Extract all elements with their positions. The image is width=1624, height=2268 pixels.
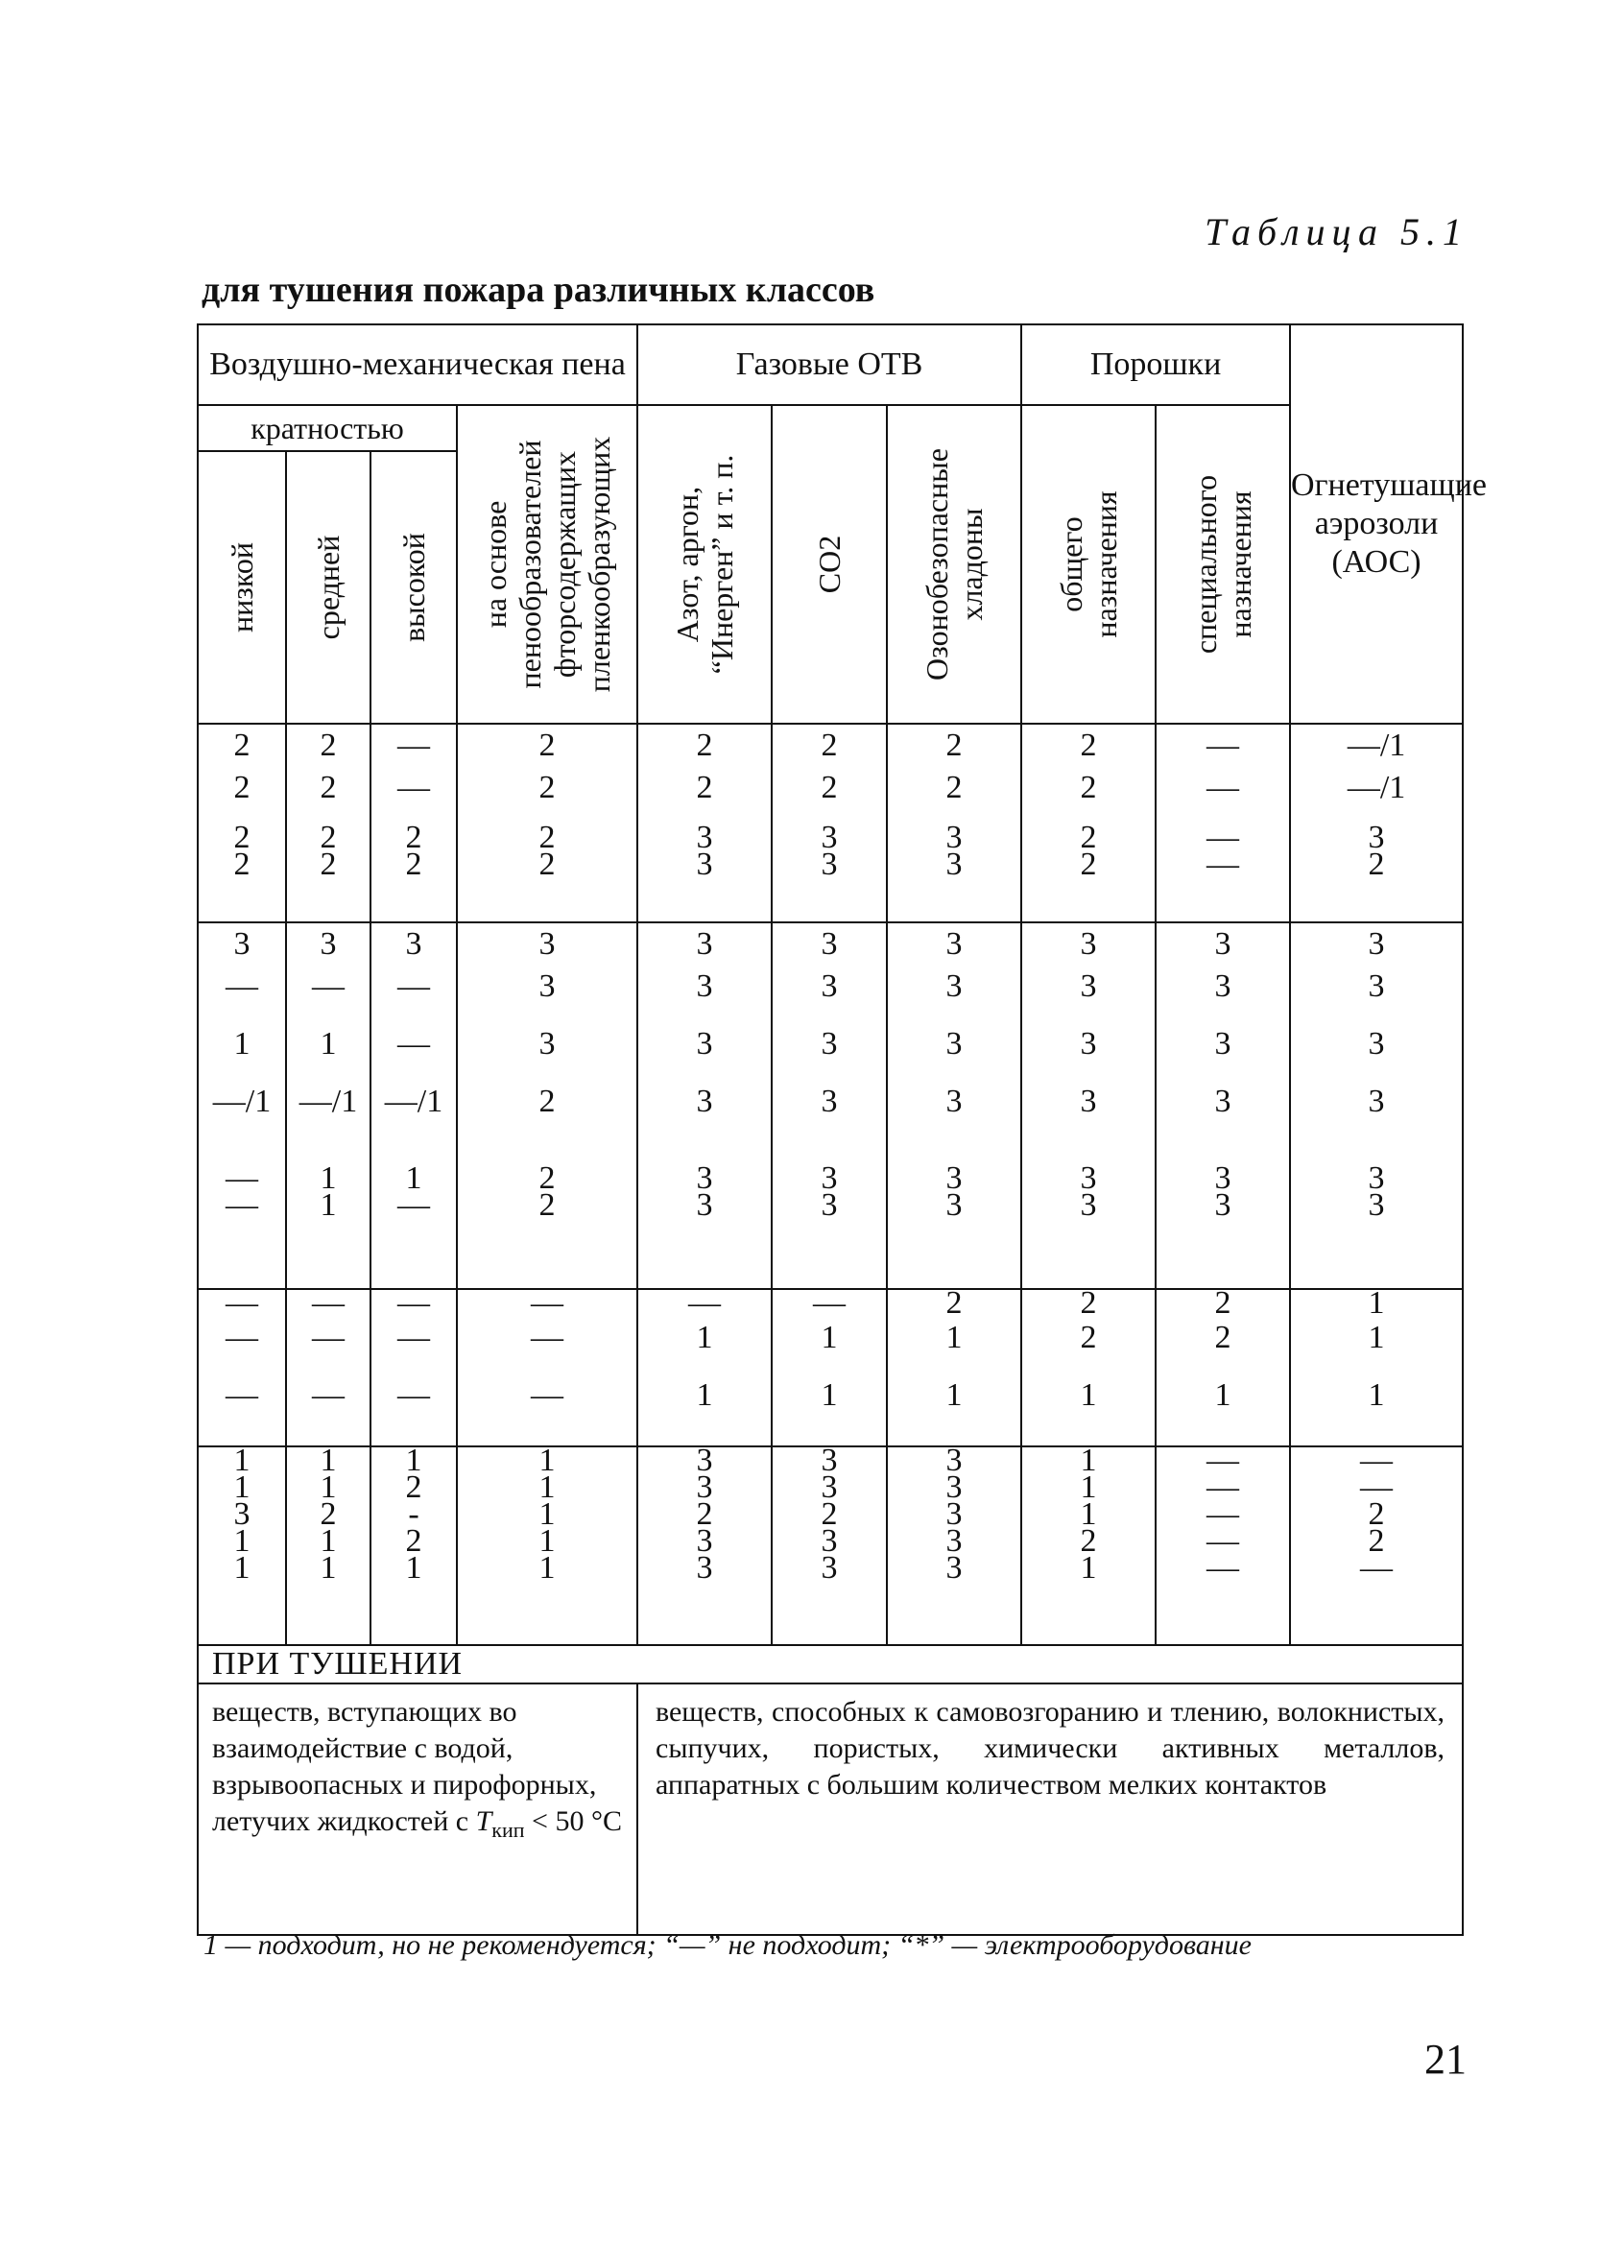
cell-value: 1 — [696, 1320, 713, 1355]
cell-value: 3 — [945, 847, 963, 882]
table-cell — [286, 724, 370, 922]
cell-value: — — [312, 968, 345, 1004]
cell-value: 3 — [1368, 1160, 1385, 1196]
cell-value: 3 — [1080, 1187, 1097, 1223]
table-cell — [772, 922, 887, 1289]
table-cell — [1156, 724, 1290, 922]
cell-value: 2 — [945, 728, 963, 763]
cell-value: 1 — [1080, 1550, 1097, 1586]
cell-value: 2 — [1080, 728, 1097, 763]
cell-value: — — [397, 1285, 430, 1321]
table-row-group — [198, 1446, 1463, 1645]
cell-value: 3 — [945, 1443, 963, 1478]
cell-value: 1 — [320, 1187, 337, 1223]
cell-value: 2 — [945, 770, 963, 805]
cell-value: 3 — [1214, 1026, 1231, 1062]
cell-value: — — [397, 968, 430, 1004]
cell-value: —/1 — [212, 1084, 272, 1119]
table-cell — [1156, 1443, 1290, 1645]
header-general-text: общего назначения — [1054, 490, 1124, 638]
cell-value: 1 — [538, 1496, 556, 1532]
cell-value: 3 — [821, 847, 838, 882]
cell-value: 2 — [405, 847, 422, 882]
cell-value: 1 — [1368, 1377, 1385, 1413]
header-special — [1156, 405, 1290, 724]
cell-value: 3 — [945, 1026, 963, 1062]
cell-value: 3 — [696, 1550, 713, 1586]
cell-value: 3 — [1214, 926, 1231, 962]
table-title: для тушения пожара различных классов — [202, 270, 875, 310]
header-nitrogen-text: Азот, аргон, “Инерген” и т. п. — [670, 454, 739, 675]
cell-value: 2 — [1080, 1285, 1097, 1321]
cell-value: — — [226, 1320, 258, 1355]
table-cell — [637, 724, 772, 922]
cell-value: 3 — [1368, 820, 1385, 855]
cell-value: 3 — [821, 820, 838, 855]
header-film — [457, 405, 637, 724]
cell-value: 3 — [945, 820, 963, 855]
cell-value: — — [1206, 770, 1240, 805]
table-cell — [1156, 922, 1290, 1289]
cell-value: — — [1360, 1469, 1394, 1505]
cell-value: — — [397, 728, 430, 763]
cell-value: 3 — [696, 1443, 713, 1478]
cell-value: 2 — [696, 728, 713, 763]
cell-value: 3 — [821, 1469, 838, 1505]
cell-value: 3 — [821, 1550, 838, 1586]
cell-value: 3 — [821, 968, 838, 1004]
cell-value: 2 — [538, 847, 556, 882]
table-cell — [1290, 1443, 1463, 1645]
cell-value: — — [1206, 1550, 1240, 1586]
cell-value: 3 — [233, 1496, 251, 1532]
cell-value: 3 — [945, 926, 963, 962]
header-medium — [286, 451, 370, 724]
cell-value: 3 — [1214, 968, 1231, 1004]
table-cell — [1021, 922, 1156, 1289]
cell-value: 1 — [945, 1320, 963, 1355]
cell-value: 2 — [1368, 1523, 1385, 1559]
cell-value: 3 — [1368, 1084, 1385, 1119]
cell-value: — — [226, 1285, 258, 1321]
cell-value: —/1 — [299, 1084, 358, 1119]
cell-value: 3 — [1080, 1084, 1097, 1119]
cell-value: — — [1206, 1469, 1240, 1505]
cell-value: 3 — [1214, 1187, 1231, 1223]
cell-value: 2 — [821, 1496, 838, 1532]
cell-value: 3 — [945, 1496, 963, 1532]
cell-value: 1 — [233, 1523, 251, 1559]
page-number: 21 — [1424, 2036, 1467, 2083]
cell-value: 3 — [405, 926, 422, 962]
cell-value: 3 — [821, 1523, 838, 1559]
table-cell — [1290, 724, 1463, 922]
cell-value: 3 — [696, 1469, 713, 1505]
table-cell — [637, 1285, 772, 1446]
cell-value: 3 — [945, 1550, 963, 1586]
cell-value: 3 — [1368, 1187, 1385, 1223]
cell-value: 2 — [1368, 1496, 1385, 1532]
cell-value: — — [226, 968, 258, 1004]
cell-value: 3 — [696, 820, 713, 855]
cell-value: 3 — [696, 968, 713, 1004]
table-row-group — [198, 1289, 1463, 1446]
cell-value: 3 — [696, 1026, 713, 1062]
table-cell — [887, 724, 1021, 922]
cell-value: 1 — [320, 1443, 337, 1478]
cell-value: 2 — [320, 728, 337, 763]
table-body — [198, 724, 1463, 1645]
cell-value: — — [1206, 1443, 1240, 1478]
bottom-note-left-text: веществ, вступающих во взаимодействие с водой, взрывоопасных и пирофорных, летучих жидкостей с — [212, 1696, 597, 1837]
cell-value: 1 — [1080, 1496, 1097, 1532]
table-cell — [887, 922, 1021, 1289]
cell-value: 1 — [821, 1377, 838, 1413]
cell-value: 2 — [1080, 770, 1097, 805]
cell-value: 1 — [320, 1523, 337, 1559]
header-foam: Воздушно-механическая пена — [198, 324, 637, 405]
table-cell — [457, 922, 637, 1289]
cell-value: 2 — [538, 1084, 556, 1119]
header-ozone — [887, 405, 1021, 724]
header-powders: Порошки — [1021, 324, 1290, 405]
cell-value: — — [1206, 728, 1240, 763]
header-high-text: высокой — [396, 533, 431, 642]
cell-value: — — [226, 1160, 258, 1196]
cell-value: 2 — [405, 1523, 422, 1559]
table-cell — [457, 1285, 637, 1446]
cell-value: — — [1206, 847, 1240, 882]
cell-value: 1 — [320, 1026, 337, 1062]
header-nitrogen — [637, 405, 772, 724]
table-caption: Таблица 5.1 — [1205, 210, 1469, 253]
cell-value: 3 — [696, 1523, 713, 1559]
cell-value: 2 — [233, 770, 251, 805]
table-cell — [772, 1285, 887, 1446]
cell-value: 3 — [696, 926, 713, 962]
cell-value: 1 — [1080, 1377, 1097, 1413]
cell-value: — — [397, 1026, 430, 1062]
cell-value: 3 — [696, 1160, 713, 1196]
cell-value: — — [688, 1285, 721, 1321]
cell-value: 1 — [405, 1443, 422, 1478]
cell-value: 2 — [233, 847, 251, 882]
cell-value: 3 — [538, 926, 556, 962]
cell-value: — — [1360, 1550, 1394, 1586]
cell-value: 1 — [1214, 1377, 1231, 1413]
cell-value: 3 — [320, 926, 337, 962]
table-row-group — [198, 724, 1463, 922]
table-cell — [1290, 1285, 1463, 1446]
cell-value: 2 — [821, 770, 838, 805]
cell-value: 2 — [1214, 1285, 1231, 1321]
cell-value: — — [531, 1320, 563, 1355]
table-cell — [637, 1443, 772, 1645]
cell-value: 3 — [538, 1026, 556, 1062]
cell-value: — — [1206, 1523, 1240, 1559]
cell-value: 3 — [821, 1443, 838, 1478]
cell-value: 3 — [1368, 926, 1385, 962]
cell-value: 3 — [538, 968, 556, 1004]
table-cell — [457, 1443, 637, 1645]
cell-value: — — [813, 1285, 846, 1321]
table-cell — [198, 1443, 286, 1645]
cell-value: 3 — [696, 1084, 713, 1119]
table-cell — [1156, 1285, 1290, 1446]
cell-value: 3 — [945, 1523, 963, 1559]
cell-value: 1 — [1368, 1320, 1385, 1355]
cell-value: —/1 — [1347, 728, 1406, 763]
bottom-note-left — [198, 1683, 637, 1935]
cell-value: 1 — [821, 1320, 838, 1355]
cell-value: - — [408, 1496, 419, 1532]
cell-value: 3 — [945, 1469, 963, 1505]
cell-value: — — [397, 1320, 430, 1355]
header-gas: Газовые ОТВ — [637, 324, 1021, 405]
table-cell — [286, 1443, 370, 1645]
cell-value: 1 — [233, 1026, 251, 1062]
cell-value: 2 — [821, 728, 838, 763]
cell-value: 1 — [320, 1160, 337, 1196]
table-cell — [1021, 1443, 1156, 1645]
table-cell — [198, 1285, 286, 1446]
cell-value: — — [226, 1377, 258, 1413]
cell-value: 3 — [1080, 1160, 1097, 1196]
header-aoc: Огнетушащие аэрозоли (АОС) — [1290, 324, 1463, 724]
cell-value: 3 — [1368, 968, 1385, 1004]
table-cell — [772, 1443, 887, 1645]
cell-value: — — [1360, 1443, 1394, 1478]
table-cell — [772, 724, 887, 922]
header-general — [1021, 405, 1156, 724]
cell-value: 2 — [320, 820, 337, 855]
cell-value: — — [397, 770, 430, 805]
table-cell — [1021, 724, 1156, 922]
table-cell — [198, 724, 286, 922]
cell-value: 3 — [821, 1084, 838, 1119]
table-cell — [370, 1285, 457, 1446]
cell-value: —/1 — [1347, 770, 1406, 805]
cell-value: 1 — [1080, 1469, 1097, 1505]
cell-value: 3 — [1368, 1026, 1385, 1062]
cell-value: 3 — [1080, 926, 1097, 962]
table-cell — [286, 922, 370, 1289]
formula-sub: кип — [491, 1818, 525, 1842]
cell-value: 2 — [538, 820, 556, 855]
table-cell — [286, 1285, 370, 1446]
cell-value: 2 — [320, 847, 337, 882]
cell-value: 3 — [821, 926, 838, 962]
table-row-group — [198, 922, 1463, 1289]
cell-value: 2 — [945, 1285, 963, 1321]
cell-value: 1 — [320, 1469, 337, 1505]
cell-value: — — [531, 1285, 563, 1321]
cell-value: 1 — [538, 1443, 556, 1478]
cell-value: 1 — [405, 1550, 422, 1586]
cell-value: 1 — [233, 1443, 251, 1478]
extinguishing-agents-table — [197, 323, 1487, 1936]
header-high — [370, 451, 457, 724]
cell-value: 2 — [320, 770, 337, 805]
cell-value: 2 — [233, 728, 251, 763]
cell-value: 1 — [320, 1550, 337, 1586]
cell-value: 3 — [945, 968, 963, 1004]
cell-value: 3 — [945, 1187, 963, 1223]
cell-value: 2 — [233, 820, 251, 855]
table-cell — [637, 922, 772, 1289]
cell-value: 3 — [1080, 1026, 1097, 1062]
cell-value: 2 — [538, 728, 556, 763]
cell-value: 2 — [1080, 1320, 1097, 1355]
cell-value: 1 — [405, 1160, 422, 1196]
cell-value: 3 — [821, 1026, 838, 1062]
cell-value: 3 — [821, 1187, 838, 1223]
cell-value: 2 — [1214, 1320, 1231, 1355]
cell-value: 3 — [233, 926, 251, 962]
header-film-text: на основе пенообразователей фторсодержащих пленкообразующих — [478, 436, 616, 693]
cell-value: 1 — [538, 1523, 556, 1559]
cell-value: — — [1206, 1496, 1240, 1532]
table-cell — [887, 1443, 1021, 1645]
table-cell — [370, 1443, 457, 1645]
cell-value: 2 — [1368, 847, 1385, 882]
cell-value: 2 — [1080, 1523, 1097, 1559]
cell-value: 3 — [1214, 1084, 1231, 1119]
cell-value: 1 — [538, 1550, 556, 1586]
cell-value: 2 — [696, 1496, 713, 1532]
cell-value: 3 — [945, 1084, 963, 1119]
header-co2 — [772, 405, 887, 724]
cell-value: — — [226, 1187, 258, 1223]
cell-value: 2 — [538, 770, 556, 805]
cell-value: —/1 — [384, 1084, 443, 1119]
cell-value: 3 — [821, 1160, 838, 1196]
cell-value: 2 — [538, 1160, 556, 1196]
cell-value: — — [312, 1320, 345, 1355]
cell-value: 3 — [945, 1160, 963, 1196]
cell-value: 1 — [233, 1469, 251, 1505]
formula-rest: < 50 °C — [532, 1805, 622, 1837]
header-medium-text: средней — [311, 535, 346, 640]
cell-value: 2 — [405, 1469, 422, 1505]
footnote: 1 — подходит, но не рекомендуется; “—” не подходит; “*” — электрооборудование — [203, 1929, 1252, 1961]
cell-value: 2 — [696, 770, 713, 805]
bottom-heading: ПРИ ТУШЕНИИ — [198, 1645, 1463, 1683]
header-kratnost: кратностью — [198, 405, 457, 451]
cell-value: 1 — [538, 1469, 556, 1505]
cell-value: — — [531, 1377, 563, 1413]
cell-value: 3 — [696, 847, 713, 882]
table-cell — [370, 922, 457, 1289]
table-cell — [1021, 1285, 1156, 1446]
cell-value: — — [312, 1377, 345, 1413]
cell-value: 2 — [1080, 847, 1097, 882]
cell-value: 2 — [320, 1496, 337, 1532]
cell-value: 3 — [696, 1187, 713, 1223]
formula-var: T — [475, 1805, 492, 1837]
header-co2-text: CO2 — [812, 535, 847, 594]
table-cell — [198, 922, 286, 1289]
cell-value: 3 — [1214, 1160, 1231, 1196]
cell-value: 1 — [233, 1550, 251, 1586]
table-cell — [457, 724, 637, 922]
cell-value: — — [397, 1377, 430, 1413]
cell-value: — — [1206, 820, 1240, 855]
cell-value: 3 — [1080, 968, 1097, 1004]
header-low — [198, 451, 286, 724]
cell-value: 2 — [405, 820, 422, 855]
cell-value: 1 — [1080, 1443, 1097, 1478]
cell-value: 2 — [538, 1187, 556, 1223]
cell-value: 1 — [696, 1377, 713, 1413]
cell-value: 1 — [1368, 1285, 1385, 1321]
table-cell — [1290, 922, 1463, 1289]
cell-value: — — [397, 1187, 430, 1223]
cell-value: 2 — [1080, 820, 1097, 855]
table-cell — [887, 1285, 1021, 1446]
header-ozone-text: Озонобезопасные хладоны — [919, 448, 990, 680]
cell-value: 1 — [945, 1377, 963, 1413]
table-cell — [370, 724, 457, 922]
header-low-text: низкой — [225, 542, 259, 633]
cell-value: — — [312, 1285, 345, 1321]
header-special-text: специального назначения — [1188, 474, 1258, 655]
bottom-note-right: веществ, способных к самовозгоранию и тлению, волокнистых, сыпучих, пористых, химически активных металлов, аппаратных с большим количеством мелких контактов — [637, 1683, 1463, 1935]
